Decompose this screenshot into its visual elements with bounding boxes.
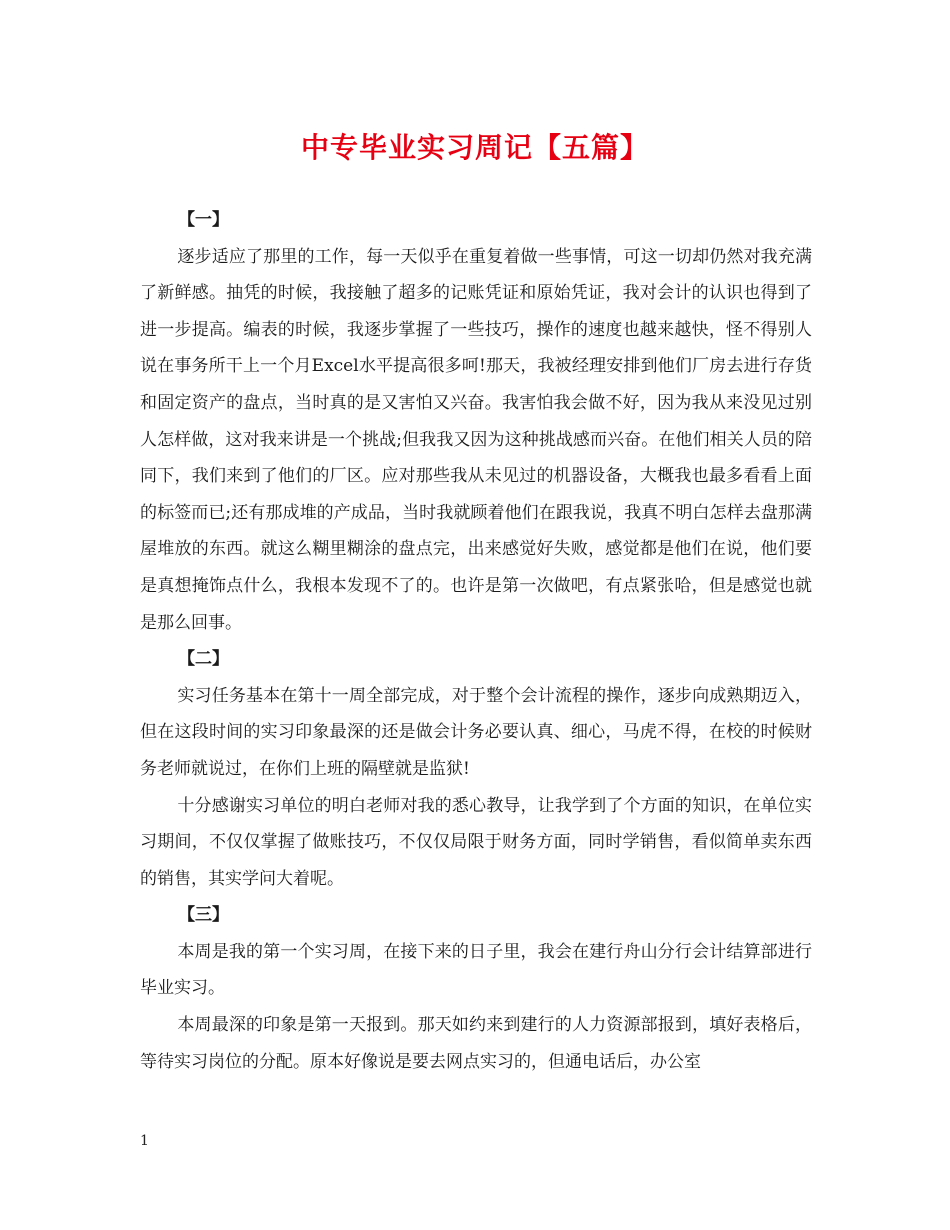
section-2-paragraph-2: 十分感谢实习单位的明白老师对我的悉心教导，让我学到了个方面的知识，在单位实习期间，不仅仅掌握了做账技巧，不仅仅局限于财务方面，同时学销售，看似简单卖东西的销售，其实学问大着呢。: [140, 795, 812, 889]
section-1-paragraph-1: 逐步适应了那里的工作，每一天似乎在重复着做一些事情，可这一切却仍然对我充满了新鲜感。抽凭的时候，我接触了超多的记账凭证和原始凭证，我对会计的认识也得到了进一步提高。编表的时候，我逐步掌握了一些技巧，操作的速度也越来越快，怪不得别人说在事务所干上一个月Excel水平提高很多呵!那天，我被经理安排到他们厂房去进行存货和固定资产的盘点，当时真的是又害怕又兴奋。我害怕我会做不好，因为我从来没见过别人怎样做，这对我来讲是一个挑战;但我我又因为这种挑战感而兴奋。在他们相关人员的陪同下，我们来到了他们的厂区。应对那些我从未见过的机器设备，大概我也最多看看上面的标签而已;还有那成堆的产成品，当时我就顾着他们在跟我说，我真不明白怎样去盘那满屋堆放的东西。就这么糊里糊涂的盘点完，出来感觉好失败，感觉都是他们在说，他们要是真想掩饰点什么，我根本发现不了的。也许是第一次做吧，有点紧张哈，但是感觉也就是那么回事。: [140, 246, 812, 633]
section-2-paragraph-1: 实习任务基本在第十一周全部完成，对于整个会计流程的操作，逐步向成熟期迈入，但在这段时间的实习印象最深的还是做会计务必要认真、细心，马虎不得，在校的时候财务老师就说过，在你们上班的隔壁就是监狱!: [140, 685, 812, 779]
section-heading-1: 【一】: [178, 210, 229, 230]
section-3-paragraph-1: 本周是我的第一个实习周，在接下来的日子里，我会在建行舟山分行会计结算部进行毕业实习。: [140, 941, 812, 999]
section-heading-3: 【三】: [178, 905, 229, 926]
section-heading-2: 【二】: [178, 649, 229, 670]
section-3-paragraph-2: 本周最深的印象是第一天报到。那天如约来到建行的人力资源部报到，填好表格后，等待实习岗位的分配。原本好像说是要去网点实习的，但通电话后，办公室: [140, 1015, 812, 1072]
document-body: [140, 202, 812, 1080]
document-title: 中专毕业实习周记【五篇】: [300, 131, 649, 164]
page-number: 1: [140, 1133, 149, 1149]
